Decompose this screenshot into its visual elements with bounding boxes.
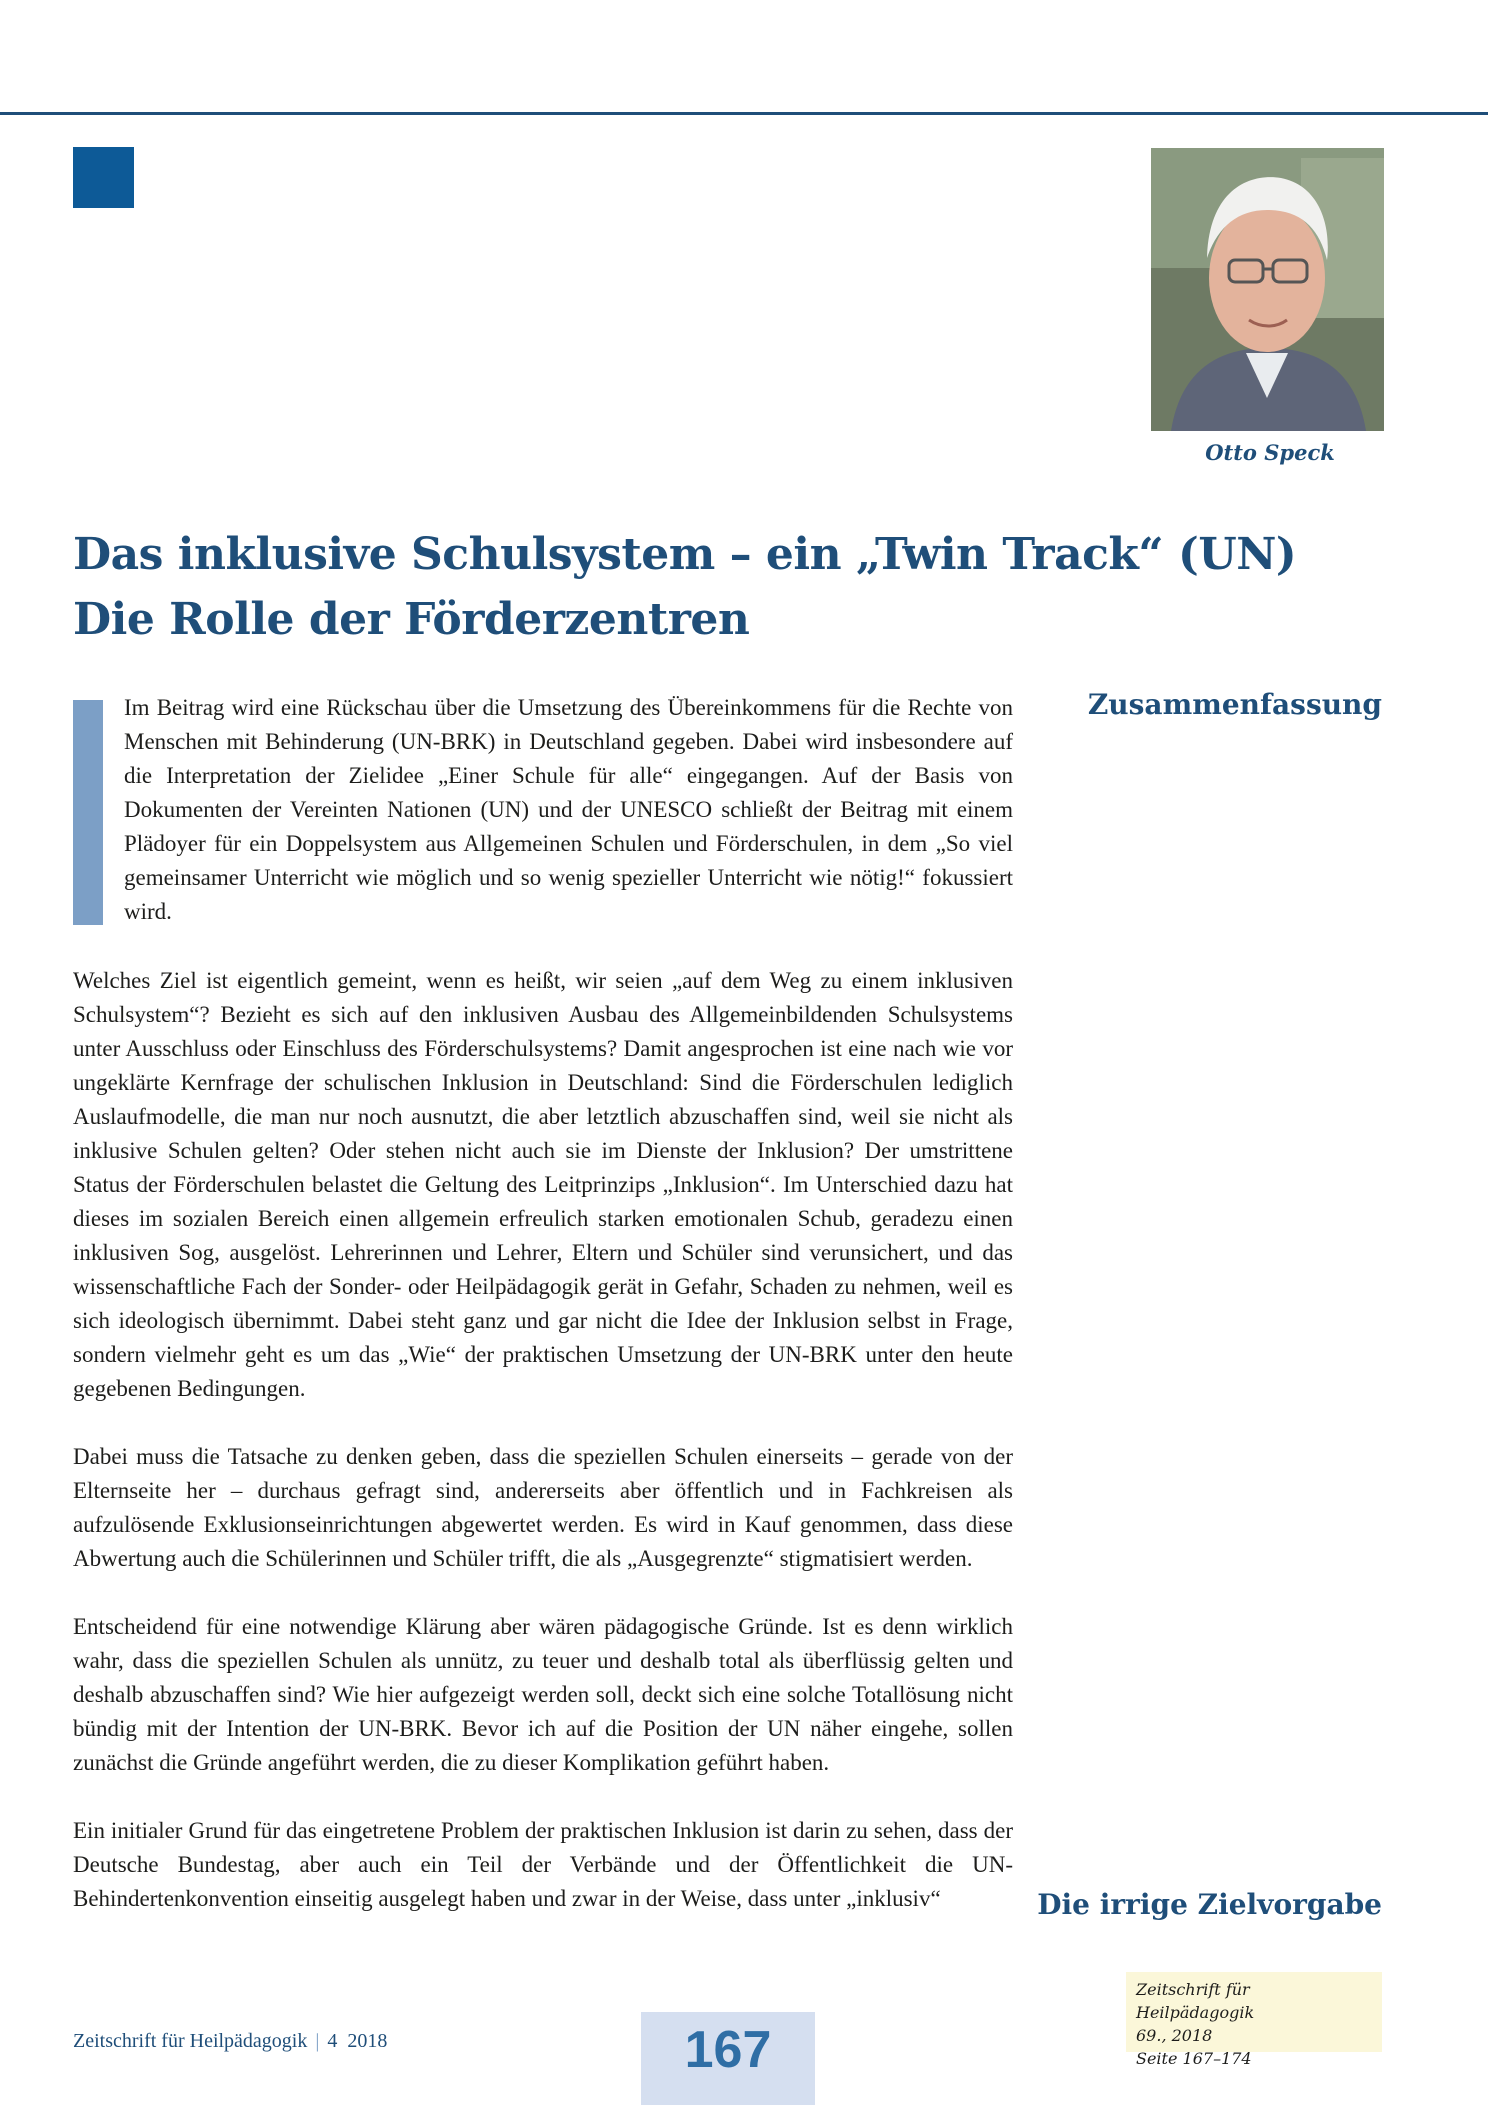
article-title [73,522,1297,652]
header-rule [0,112,1488,115]
abstract-text: Im Beitrag wird eine Rückschau über die Umsetzung des Übereinkommens für die Rechte von Menschen mit Behinderung (UN-BRK) in Deutschland gegeben. Dabei wird insbesondere auf die Interpretation der Zielidee „Einer Schule für alle“ eingegangen. Auf der Basis von Dokumenten der Vereinten Nationen (UN) und der UNESCO schließt der Beitrag mit einem Plädoyer für ein Doppelsystem aus Allgemeinen Schulen und Förderschulen, in dem „So viel gemeinsamer Unterricht wie möglich und so wenig spezieller Unterricht wie nötig!“ fokussiert wird. [124,695,1013,924]
heading-section-1: Die irrige Zielvorgabe [1037,1888,1382,1921]
page-number: 167 [684,2021,772,2079]
abstract-bar [73,700,103,925]
citation-journal: Zeitschrift für Heilpädagogik [1136,1980,1255,2022]
paragraph-3: Entscheidend für eine notwendige Klärung aber wären pädagogische Gründe. Ist es denn wirklich wahr, dass die speziellen Schulen als unnütz, zu teuer und deshalb total als überflüssig gelten und deshalb abzuschaffen sind? Wie hier aufgezeigt werden soll, deckt sich eine solche Totallösung nicht bündig mit der Intention der UN-BRK. Bevor ich auf die Position der UN näher eingehe, sollen zunächst die Gründe angeführt werden, die zu dieser Komplikation geführt haben. [73,1614,1013,1775]
citation-box [1126,1972,1382,2068]
paragraph-2: Dabei muss die Tatsache zu denken geben, dass die speziellen Schulen einerseits – gerade von der Elternseite her – durchaus gefragt sind, andererseits aber öffentlich und in Fachkreisen als aufzulösende Exklusionseinrichtungen abgewertet werden. Es wird in Kauf genommen, dass diese Abwertung auch die Schülerinnen und Schüler trifft, die als „Ausgegrenzte“ stigmatisiert werden. [73,1444,1013,1571]
page-number-box [641,2012,815,2105]
section-marker-square [73,147,134,208]
footer-journal-name: Zeitschrift für Heilpädagogik [73,2030,308,2052]
paragraph-1: Welches Ziel ist eigentlich gemeint, wenn es heißt, wir seien „auf dem Weg zu einem inklusiven Schulsystem“? Bezieht es sich auf den inklusiven Ausbau des Allgemeinbildenden Schulsystems unter Ausschluss oder Einschluss des Förderschulsystems? Damit angesprochen ist eine nach wie vor ungeklärte Kernfrage der schulischen Inklusion in Deutschland: Sind die Förderschulen lediglich Auslaufmodelle, die man nur noch ausnutzt, die aber letztlich abzuschaffen sind, weil sie nicht als inklusive Schulen gelten? Oder stehen nicht auch sie im Dienste der Inklusion? Der umstrittene Status der Förderschulen belastet die Geltung des Leitprinzips „Inklusion“. Im Unterschied dazu hat dieses im sozialen Bereich einen allgemein erfreulich starken emotionalen Schub, geradezu einen inklusiven Sog, ausgelöst. Lehrerinnen und Lehrer, Eltern und Schüler sind verunsichert, und das wissenschaftliche Fach der Sonder- oder Heilpädagogik gerät in Gefahr, Schaden zu nehmen, weil es sich ideologisch übernimmt. Dabei steht ganz und gar nicht die Idee der Inklusion selbst in Frage, sondern vielmehr geht es um das „Wie“ der praktischen Umsetzung der UN-BRK unter den heute gegebenen Bedingungen. [73,968,1013,1401]
body-text [73,964,1013,1950]
title-line-2: Die Rolle der Förderzentren [73,594,750,645]
author-caption: Otto Speck [1205,440,1335,465]
paragraph-4: Ein initialer Grund für das eingetretene Problem der praktischen Inklusion ist darin zu sehen, dass der Deutsche Bundestag, aber auch ein Teil der Verbände und der Öffentlichkeit die UN-Behindertenkonvention einseitig ausgelegt haben und zwar in der Weise, dass unter „inklusiv“ [73,1818,1013,1911]
citation-volume: 69., 2018 [1136,2026,1213,2045]
author-portrait [1151,148,1384,431]
title-line-1: Das inklusive Schulsystem – ein „Twin Track“ (UN) [73,529,1297,580]
heading-abstract: Zusammenfassung [1087,688,1382,721]
footer-journal [73,2030,387,2053]
footer-separator: | [315,2030,320,2052]
footer-issue: 4 2018 [327,2030,388,2052]
citation-pages: Seite 167–174 [1136,2049,1252,2068]
